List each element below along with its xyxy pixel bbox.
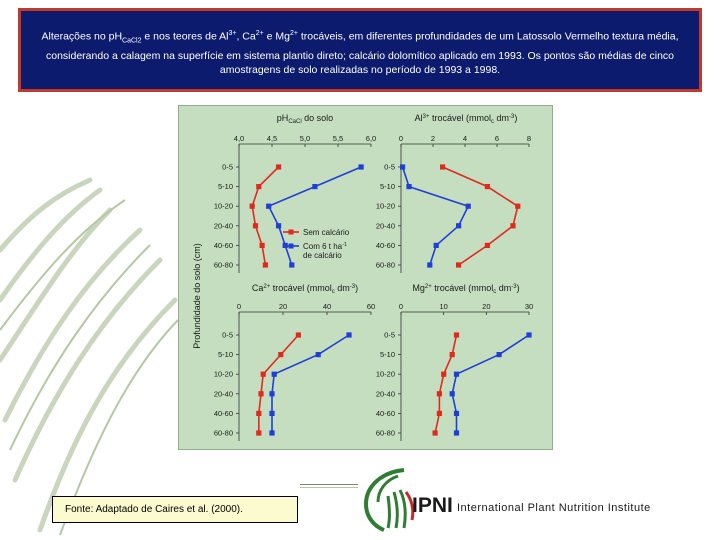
data-point-al-com xyxy=(456,223,461,228)
y-tick-label-al: 40-60 xyxy=(375,240,395,250)
series-line-mg-sem xyxy=(435,335,456,433)
footer-divider-shadow xyxy=(300,487,358,488)
logo-emblem-icon xyxy=(366,470,413,530)
legend-label-sem: Sem calcário xyxy=(303,228,350,237)
y-tick-label-al: 10-20 xyxy=(375,201,395,211)
data-point-ph-com xyxy=(266,204,271,209)
data-point-mg-com xyxy=(526,332,531,337)
x-tick-label-al: 8 xyxy=(526,134,532,143)
data-point-ca-sem xyxy=(256,430,261,435)
y-tick-label-ph: 5-10 xyxy=(217,182,233,192)
data-point-al-com xyxy=(434,243,439,248)
data-point-al-sem xyxy=(440,164,445,169)
data-point-ph-sem xyxy=(250,204,255,209)
series-line-ca-com xyxy=(272,335,349,433)
data-point-ph-com xyxy=(289,262,294,267)
data-point-ph-sem xyxy=(263,262,268,267)
legend-marker-com xyxy=(289,244,294,249)
panel-title-ca: $Ca^{2+}$ trocável (mmol$_c$ $dm^{-3}$) xyxy=(251,283,359,295)
chart-panel xyxy=(178,105,553,450)
data-point-al-com xyxy=(466,204,471,209)
logo-wordmark-ipni: IPNI xyxy=(412,494,453,517)
x-tick-label-ph: 5,0 xyxy=(299,134,311,143)
y-tick-label-ca: 0-5 xyxy=(222,330,233,340)
data-point-ca-sem xyxy=(278,352,283,357)
x-tick-label-mg: 30 xyxy=(524,302,534,311)
x-tick-label-ph: 6,0 xyxy=(365,134,377,143)
legend-label-com-2: de calcário xyxy=(303,251,342,260)
data-point-al-com xyxy=(406,184,411,189)
x-tick-label-ca: 20 xyxy=(278,302,288,311)
data-point-ca-sem xyxy=(261,372,266,377)
data-point-mg-sem xyxy=(454,332,459,337)
data-point-ph-sem xyxy=(253,223,258,228)
data-point-ca-com xyxy=(269,411,274,416)
legend xyxy=(283,228,350,260)
x-tick-label-al: 6 xyxy=(494,134,500,143)
data-point-mg-com xyxy=(454,430,459,435)
data-point-mg-sem xyxy=(433,430,438,435)
series-line-ph-sem xyxy=(252,167,278,265)
series-line-al-com xyxy=(403,167,469,265)
data-point-ph-com xyxy=(312,184,317,189)
data-point-ca-com xyxy=(272,372,277,377)
panel-title-al: $Al^{3+}$ trocável (mmol$_c$ $dm^{-3}$) xyxy=(414,113,518,125)
data-point-ca-sem xyxy=(256,411,261,416)
data-point-mg-sem xyxy=(450,352,455,357)
data-point-mg-com xyxy=(454,372,459,377)
y-tick-label-al: 20-40 xyxy=(375,221,395,231)
y-tick-label-ca: 20-40 xyxy=(213,389,233,399)
y-tick-label-al: 60-80 xyxy=(375,260,395,270)
y-tick-label-ph: 0-5 xyxy=(222,162,233,172)
y-tick-label-al: 0-5 xyxy=(384,162,395,172)
y-tick-label-mg: 40-60 xyxy=(375,408,395,418)
data-point-mg-com xyxy=(454,411,459,416)
x-tick-label-ph: 4,0 xyxy=(233,134,245,143)
data-point-mg-com xyxy=(497,352,502,357)
data-point-ph-com xyxy=(276,223,281,228)
y-tick-label-ca: 40-60 xyxy=(213,408,233,418)
y-tick-label-mg: 20-40 xyxy=(375,389,395,399)
slide-title: Alterações no $pH_{CaCl2}$ e nos teores de $Al^{3+}$, $Ca^{2+}$ e $Mg^{2+}$ trocáveis, em diferentes profundidades de um Latossolo Vermelho textura média, considerando a calagem na superfície em sistema plantio direto; calcário dolomítico aplicado em 1993. Os pontos são médias de cinco amostragens de solo realizadas no período de 1993 a 1998. xyxy=(18,8,702,92)
logo-wordmark-name: International Plant Nutrition Institute xyxy=(457,502,651,514)
data-point-al-sem xyxy=(456,262,461,267)
data-point-mg-com xyxy=(450,391,455,396)
series-line-ca-sem xyxy=(259,335,299,433)
data-point-al-sem xyxy=(485,184,490,189)
data-point-al-sem xyxy=(515,204,520,209)
data-point-mg-sem xyxy=(437,411,442,416)
x-tick-label-mg: 10 xyxy=(439,302,448,311)
data-point-ca-sem xyxy=(296,332,301,337)
data-point-ph-com xyxy=(359,164,364,169)
y-tick-label-mg: 10-20 xyxy=(375,369,395,379)
data-point-al-sem xyxy=(510,223,515,228)
y-tick-label-ca: 5-10 xyxy=(217,350,233,360)
chart-figure xyxy=(179,106,552,449)
legend-label-com: Com 6 t $ha^{-1}$ xyxy=(303,242,348,251)
data-point-al-com xyxy=(400,164,405,169)
x-tick-label-ca: 40 xyxy=(322,302,332,311)
source-citation: Fonte: Adaptado de Caires et al. (2000). xyxy=(52,496,298,523)
x-tick-label-al: 4 xyxy=(462,134,468,143)
footer-divider xyxy=(300,484,358,485)
data-point-ph-sem xyxy=(256,184,261,189)
y-axis-title: Profundidade do solo (cm) xyxy=(192,243,202,349)
x-tick-label-ph: 4,5 xyxy=(266,134,278,143)
panel-title-ph: $pH_{CaCl}$ do solo xyxy=(276,113,334,125)
y-tick-label-ph: 10-20 xyxy=(213,201,233,211)
legend-marker-sem xyxy=(289,230,294,235)
data-point-ph-sem xyxy=(260,243,265,248)
y-tick-label-mg: 5-10 xyxy=(379,350,395,360)
y-tick-label-ca: 60-80 xyxy=(213,428,233,438)
data-point-mg-sem xyxy=(441,372,446,377)
data-point-al-com xyxy=(427,262,432,267)
x-tick-label-al: 0 xyxy=(398,134,404,143)
x-tick-label-ca: 0 xyxy=(236,302,242,311)
x-tick-label-mg: 0 xyxy=(398,302,404,311)
data-point-ca-com xyxy=(269,391,274,396)
y-tick-label-ph: 40-60 xyxy=(213,240,233,250)
y-tick-label-mg: 0-5 xyxy=(384,330,395,340)
data-point-ca-sem xyxy=(258,391,263,396)
x-tick-label-al: 2 xyxy=(430,134,436,143)
y-tick-label-ca: 10-20 xyxy=(213,369,233,379)
data-point-al-sem xyxy=(485,243,490,248)
x-tick-label-mg: 20 xyxy=(482,302,491,311)
series-line-al-sem xyxy=(443,167,518,265)
series-line-mg-com xyxy=(452,335,529,433)
data-point-ph-sem xyxy=(276,164,281,169)
y-tick-label-ph: 20-40 xyxy=(213,221,233,231)
data-point-ca-com xyxy=(346,332,351,337)
data-point-mg-sem xyxy=(437,391,442,396)
data-point-ca-com xyxy=(269,430,274,435)
x-tick-label-ph: 5,5 xyxy=(332,134,344,143)
y-tick-label-mg: 60-80 xyxy=(375,428,395,438)
data-point-ca-com xyxy=(316,352,321,357)
y-tick-label-ph: 60-80 xyxy=(213,260,233,270)
panel-title-mg: $Mg^{2+}$ trocável (mmol$_c$ $dm^{-3}$) xyxy=(412,283,520,295)
x-tick-label-ca: 60 xyxy=(366,302,376,311)
ipni-logo xyxy=(360,462,700,534)
y-tick-label-al: 5-10 xyxy=(379,182,395,192)
